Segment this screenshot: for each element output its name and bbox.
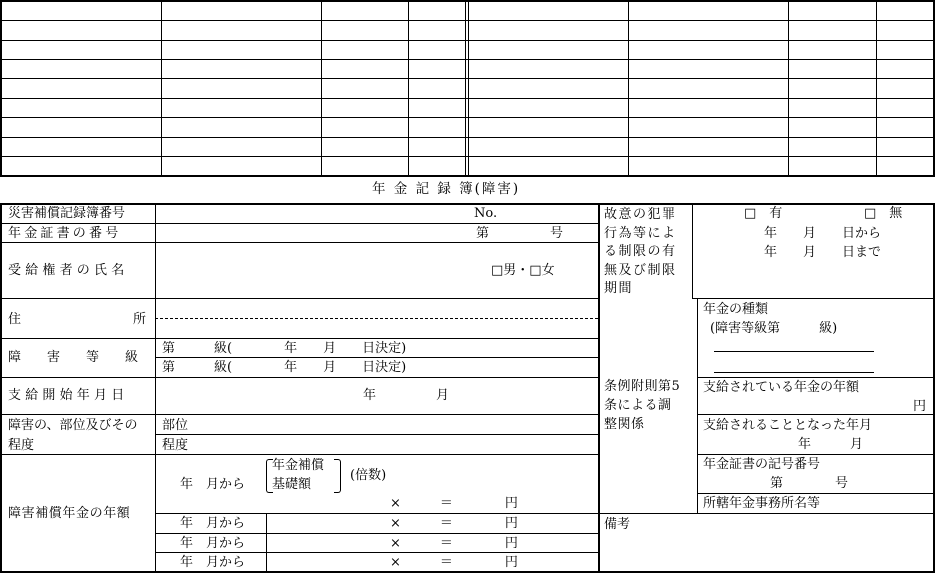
paid-pension-label: 支給されている年金の年額 — [703, 380, 860, 395]
form-title: 年 金 記 録 簿(障害) — [372, 181, 521, 197]
yes-checkbox[interactable]: □ 有 — [744, 206, 783, 221]
address-label-left: 住 — [8, 312, 22, 327]
sex-checkbox[interactable]: □男・□女 — [491, 263, 555, 278]
grade-label: 障 害 等 級 — [8, 350, 139, 365]
intent-label: 故意の犯罪 行為等によ る制限の有 無及び制限 期間 — [604, 207, 677, 296]
pension-grade: (障害等級第 級) — [710, 321, 838, 336]
pension-office-label: 所轄年金事務所名等 — [703, 496, 821, 511]
body-part-label-2: 程度 — [8, 438, 35, 453]
formula-1: × ＝ 円 — [390, 496, 518, 511]
pension-line-2 — [714, 372, 874, 373]
new-payment-label: 支給されることとなった年月 — [703, 418, 873, 433]
paid-pension-yen: 円 — [913, 399, 927, 414]
start-year: 年 — [363, 388, 377, 403]
formula-3: × ＝ 円 — [390, 536, 518, 551]
restriction-to: 年 月 日まで — [764, 245, 882, 260]
bracket-right — [334, 459, 341, 493]
new-payment-date: 年 月 — [798, 437, 864, 452]
record-number-label: 災害補償記録簿番号 — [8, 206, 126, 221]
formula-4: × ＝ 円 — [390, 555, 518, 570]
amount-from-2: 年 月から — [180, 516, 246, 531]
symbol-number-label: 年金証書の記号番号 — [703, 457, 821, 472]
restriction-from: 年 月 日から — [764, 226, 882, 241]
pension-type-label: 年金の種類 — [703, 302, 769, 317]
grade-row-2: 第 級( 年 月 日決定) — [162, 360, 407, 375]
remarks-label: 備考 — [604, 517, 631, 532]
amount-from-1: 年 月から — [180, 477, 246, 492]
body-part-label-1: 障害の、部位及びその — [8, 418, 138, 433]
pension-line-1 — [714, 351, 874, 352]
symbol-dai-go: 第 号 — [770, 476, 849, 491]
address-label-right: 所 — [133, 312, 147, 327]
cert-number-label: 年金証書の番号 — [8, 226, 122, 241]
multiplier-label: (倍数) — [350, 468, 387, 483]
start-date-label: 支給開始年月日 — [8, 388, 129, 403]
article-label: 条例附則第5 条による調 整関係 — [604, 379, 681, 432]
formula-2: × ＝ 円 — [390, 516, 518, 531]
body-degree-value: 程度 — [162, 438, 189, 453]
bracket-line-1: 年金補償 — [272, 458, 325, 473]
cert-go: 号 — [550, 226, 564, 241]
amount-from-3: 年 月から — [180, 536, 246, 551]
no-checkbox[interactable]: □ 無 — [864, 206, 903, 221]
bracket-line-2: 基礎額 — [272, 477, 312, 492]
body-part-value: 部位 — [162, 418, 189, 433]
amount-from-4: 年 月から — [180, 555, 246, 570]
recipient-name-label: 受給権者の氏名 — [8, 263, 129, 278]
start-month: 月 — [436, 388, 450, 403]
annual-amount-label: 障害補償年金の年額 — [8, 506, 131, 521]
grade-row-1: 第 級( 年 月 日決定) — [162, 341, 407, 356]
record-no-value: No. — [474, 206, 498, 221]
cert-dai: 第 — [476, 226, 490, 241]
